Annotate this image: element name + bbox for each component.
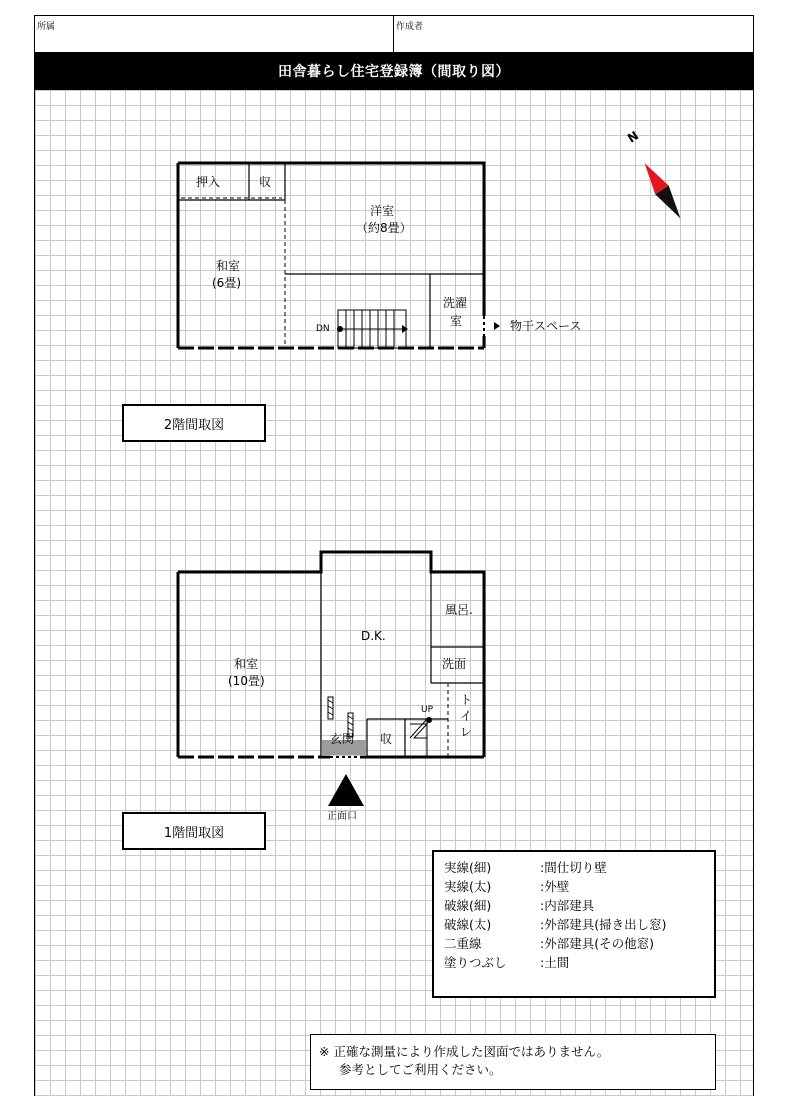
room-sentaku-line1: 洗濯 [443, 296, 468, 310]
room-toilet: トイレ [459, 693, 472, 739]
entrance-label: 正面口 [327, 811, 357, 822]
room-furo: 風呂. [445, 603, 473, 617]
legend-value: :外壁 [540, 879, 570, 894]
room-shu-1f: 収 [380, 732, 393, 746]
compass-n-label: N [624, 128, 641, 146]
legend-row [444, 858, 714, 877]
note-line-2: 参考としてご利用ください。 [339, 1062, 502, 1077]
legend-row [444, 896, 714, 915]
room-washitsu-1f-size: (10畳) [228, 674, 265, 688]
legend-row [444, 915, 714, 934]
legend-key: 塗りつぶし [444, 955, 507, 970]
note-line-1: ※ 正確な測量により作成した図面ではありません。 [319, 1044, 610, 1059]
legend-key: 二重線 [444, 936, 482, 951]
legend-key: 破線(細) [444, 898, 492, 913]
room-dk: D.K. [361, 629, 386, 643]
legend-value: :間仕切り壁 [540, 860, 607, 875]
room-genkan: 玄関 [330, 732, 355, 746]
room-oshiire: 押入 [196, 175, 221, 189]
room-washitsu-2f-size: (6畳) [212, 276, 241, 290]
room-youshitsu-size: （約8畳） [356, 221, 412, 235]
legend-box [432, 850, 716, 998]
affiliation-cell: 所属 [35, 16, 394, 53]
drying-space-label: 物干スペース [510, 319, 582, 333]
author-cell: 作成者 [396, 22, 424, 32]
stairs-down-label: DN [316, 324, 330, 334]
compass [638, 159, 687, 223]
legend-value: :土間 [540, 955, 570, 970]
legend-row [444, 953, 714, 972]
room-youshitsu: 洋室 [370, 204, 395, 218]
legend-row [444, 877, 714, 896]
floor1-plan [178, 552, 484, 806]
legend-value: :外部建具(その他窓) [540, 936, 654, 951]
room-washitsu-1f: 和室 [234, 657, 259, 671]
room-senmen: 洗面 [442, 657, 467, 671]
legend-row [444, 934, 714, 953]
room-sentaku-line2: 室 [450, 314, 463, 328]
legend-key: 破線(太) [444, 917, 492, 932]
page-title: 田舎暮らし住宅登録簿（間取り図） [35, 52, 753, 90]
legend-value: :内部建具 [540, 898, 595, 913]
legend-key: 実線(細) [444, 860, 492, 875]
legend-value: :外部建具(掃き出し窓) [540, 917, 667, 932]
floor2-title: 2階間取図 [122, 404, 266, 442]
disclaimer-note [310, 1034, 716, 1090]
room-washitsu-2f: 和室 [216, 259, 241, 273]
stairs-up-label: UP [421, 705, 434, 715]
room-shu-2f: 収 [259, 175, 272, 189]
legend-key: 実線(太) [444, 879, 492, 894]
floor1-title: 1階間取図 [122, 812, 266, 850]
